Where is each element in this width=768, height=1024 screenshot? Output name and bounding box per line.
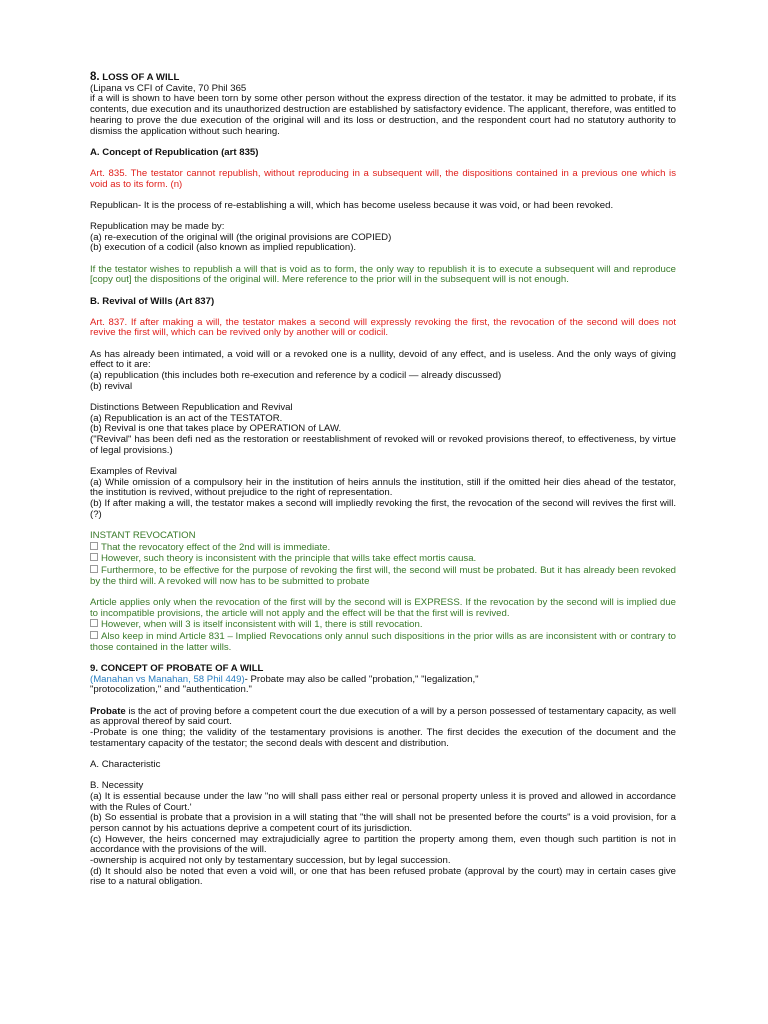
paragraph: As has already been intimated, a void will or a revoked one is a nullity, devoid of any effect, and is useless. And the only ways of giving effect to it are: [90, 348, 676, 371]
section-title: CONCEPT OF PROBATE OF A WILL [100, 663, 264, 675]
paragraph: -Probate is one thing; the validity of the testamentary provisions is another. The first decides the execution of the document and the testamentary capacity of the testator; the second deals with descent and distribution. [90, 727, 676, 749]
paragraph: ("Revival" has been defi ned as the restoration or reestablishment of revoked will or revoked provisions thereof, to effectiveness, by virtue of legal provisions.) [90, 434, 676, 456]
list-item: (b) If after making a will, the testator makes a second will impliedly revoking the first, the revocation of the second will revives the first will. (?) [90, 498, 676, 520]
bullet-item: However, when will 3 is itself inconsistent with will 1, there is still revocation. [90, 619, 676, 631]
checkbox-bullet-icon [90, 542, 98, 550]
subsection-heading: B. Necessity [90, 780, 144, 792]
list-item: (a) It is essential because under the law "no will shall pass either real or personal property unless it is proved and allowed in accordance with the Rules of Court.' [90, 790, 676, 813]
list-item: (b) revival [90, 380, 133, 392]
subsection-heading: A. Concept of Republication (art 835) [90, 146, 259, 158]
note-paragraph: Article applies only when the revocation of the first will by the second will is EXPRESS. If the revocation by the second will is implied due to incompatible provisions, the article will not apply and the effect will be that the first will is revived. [90, 597, 676, 619]
checkbox-bullet-icon [90, 565, 98, 573]
paragraph: Republican- It is the process of re-establishing a will, which has become useless because it was void, or had been revoked. [90, 199, 614, 211]
article-text: Art. 835. The testator cannot republish, without reproducing in a subsequent will, the dispositions contained in a previous one which is void as to its form. (n) [90, 167, 676, 190]
article-text: Art. 837. If after making a will, the testator makes a second will expressly revoking the first, the revocation of the second will does not revive the first will, which can be revived only by another will or codicil. [90, 316, 676, 339]
bullet-item: However, such theory is inconsistent with the principle that wills take effect mortis causa. [90, 553, 676, 565]
section-8-heading [90, 72, 676, 84]
section-title: LOSS OF A WILL [102, 72, 180, 83]
section-number: 8. [90, 71, 100, 83]
paragraph: Distinctions Between Republication and Revival [90, 401, 293, 413]
paragraph: "protocolization," and "authentication." [90, 684, 252, 696]
bullet-item: That the revocatory effect of the 2nd will is immediate. [90, 542, 676, 554]
case-link[interactable]: (Manahan vs Manahan, 58 Phil 449) [90, 673, 245, 685]
list-item: (a) While omission of a compulsory heir in the institution of heirs annuls the institution, still if the omitted heir dies ahead of the testator, the institution is revived, without prejudice to the right of representation. [90, 476, 676, 499]
bullet-item: Furthermore, to be effective for the purpose of revoking the first will, the second will must be probated. But it has already been revoked by the third will. A revoked will now has to be submitted to probate [90, 565, 676, 587]
case-citation-line: (Manahan vs Manahan, 58 Phil 449)- Probate may also be called "probation," "legalization," [90, 673, 479, 685]
subsection-heading: B. Revival of Wills (Art 837) [90, 295, 215, 307]
list-item: (a) re-execution of the original will (the original provisions are COPIED) [90, 231, 392, 243]
list-item: (b) execution of a codicil (also known as implied republication). [90, 242, 357, 254]
section-number: 9. [90, 663, 99, 675]
subsection-heading: A. Characteristic [90, 758, 161, 770]
paragraph: Republication may be made by: [90, 221, 225, 233]
list-item: (c) However, the heirs concerned may extrajudicially agree to partition the property among them, even though such partition is not in accordance with the provisions of the will. [90, 833, 676, 856]
list-item: (d) It should also be noted that even a void will, or one that has been refused probate (approval by the court) may in certain cases give rise to a natural obligation. [90, 865, 676, 888]
case-citation: (Lipana vs CFI of Cavite, 70 Phil 365 [90, 82, 247, 94]
paragraph: if a will is shown to have been torn by some other person without the express direction of the testator. it may be admitted to probate, if its contents, due execution and its unauthorized destruction are established by satisfactory evidence. The applicant, therefore, was entitled to hearing to prove the due execution of the original will and its loss or destruction, and the respondent court had no statutory authority to dismiss the application without such hearing. [90, 93, 676, 137]
checkbox-bullet-icon [90, 631, 98, 639]
defined-term: Probate [90, 705, 126, 717]
list-item: (a) republication (this includes both re-execution and reference by a codicil — already discussed) [90, 370, 502, 382]
list-item: (a) Republication is an act of the TESTATOR. [90, 412, 283, 424]
definition-paragraph: Probate is the act of proving before a competent court the due execution of a will by a person possessed of testamentary capacity, as well as approval thereof by said court. [90, 705, 676, 728]
note-heading: INSTANT REVOCATION [90, 530, 196, 541]
bullet-item: Also keep in mind Article 831 – Implied Revocations only annul such dispositions in the prior wills as are inconsistent with or contrary to those contained in the latter wills. [90, 631, 676, 653]
note-paragraph: If the testator wishes to republish a will that is void as to form, the only way to republish it is to execute a subsequent will and reproduce [copy out] the dispositions of the original will. Mere reference to the prior will in the subsequent will is not enough. [90, 263, 676, 286]
list-item: -ownership is acquired not only by testamentary succession, but by legal succession. [90, 855, 451, 867]
list-item: (b) Revival is one that takes place by OPERATION of LAW. [90, 423, 342, 435]
checkbox-bullet-icon [90, 619, 98, 627]
checkbox-bullet-icon [90, 553, 98, 561]
list-item: (b) So essential is probate that a provision in a will stating that "the will shall not be presented before the courts" is a void provision, for a person cannot by his actuations deprive a competent court of its jurisdiction. [90, 812, 676, 834]
paragraph: Examples of Revival [90, 465, 177, 477]
